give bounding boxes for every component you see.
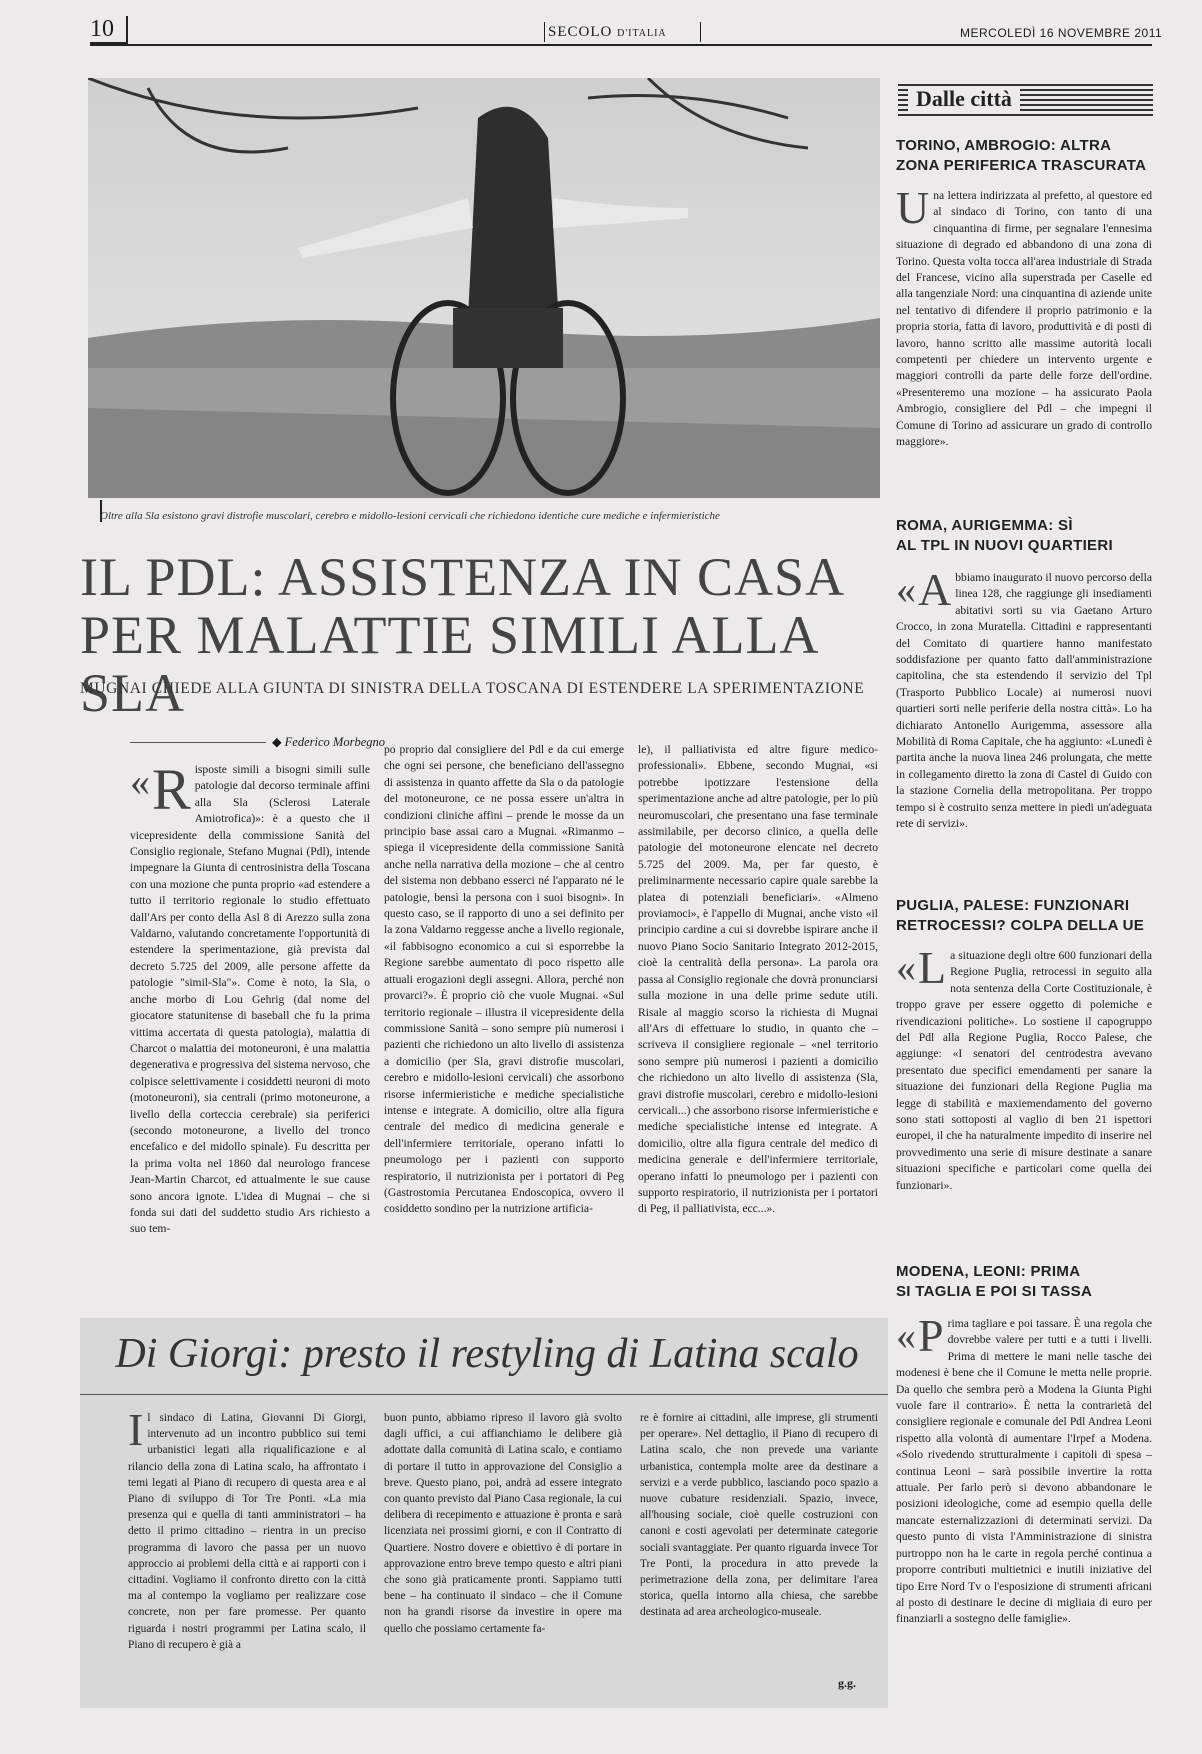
headline-line-1: IL PDL: ASSISTENZA IN CASA: [80, 547, 846, 607]
byline-author: ◆ Federico Morbegno: [266, 735, 385, 749]
header-rule: [90, 44, 1152, 46]
column-text: re è fornire ai cittadini, alle imprese, gli strumenti per operare». Nel dettaglio, il Piano di recupero di Latina scalo, che non prevede una variante urbanistica, contempla molte aree da destinare a servizi e a verde pubblico, lasciando poco spazio a nuove cubature residenziali. Spazio, invece, all'housing sociale, cioè quelle costruzioni con canoni e costi agevolati per determinate categorie sociali svantaggiate. Per quanto riguarda invece Tor Tre Ponti, la procedura in atto prevede la perimetrazione della zona, per delimitare l'area storica, quella intorno alla chiesa, che sarebbe destinata ad area archeologico-museale.: [640, 1412, 878, 1619]
masthead-divider-left: [544, 22, 545, 42]
masthead-divider-right: [700, 22, 701, 42]
column-text: po proprio dal consigliere del Pdl e da cui emerge che ogni sei persone, che beneficiano dell'assegno di assistenza in quanto affette da Sla o da patologie del motoneurone, ce ne possa essere un'altra in condizioni cliniche affini – prende le mosse da un principio base assai caro a Mugnai. «Rimanmo – spiega il vicepresidente della commissione Sanità anche nella narrativa della mozione – che al centro del sistema non debbano esserci né l'apparato né le patologie, bensì la persona con i suoi bisogni». In questo caso, se il rapporto di uno a sei definito per la zona Valdarno reggesse anche a livello regionale, «il fabbisogno economico a cui si esporrebbe la Regione sarebbe aumentato di poco rispetto alle attuali erogazioni degli assegni. Allora, perché non provarci?». È proprio ciò che vuole Mugnai. «Sul territorio regionale – illustra il vicepresidente della commissione Sanità – sono sempre più numerosi i pazienti che richiedono un alto livello di assistenza a domicilio (per Sla, gravi distrofie muscolari, cerebro e midollo-lesioni cervicali) che assorbono risorse infermieristiche e mediche specialistiche intense e integrate. A domicilio, oltre alla figura centrale del medico di medicina generale e dell'infermiere territoriale, operano infatti lo pneumologo per i pazienti con supporto respiratorio, il nutrizionista per i portatori di Peg (Gastrostomia Percutanea Endoscopica, ovvero il cosiddetto sondino per la nutrizione artificia-: [384, 743, 624, 1216]
headline-line-1: ROMA, AURIGEMMA: SÌ: [896, 517, 1073, 534]
headline-line-2: AL TPL IN NUOVI QUARTIERI: [896, 537, 1113, 554]
item-text: a situazione degli oltre 600 funzionari della Regione Puglia, retrocessi in seguito alla nota sentenza della Corte Costituzionale, è troppo grave per essere oggetto di polemiche e rivendicazioni politiche». Lo sostiene il capogruppo del Pdl alla Regione Puglia, Rocco Palese, che aggiunge: «I senatori del centrodestra avevano presentato due specifici emendamenti per sanare la situazione dei funzionari della Regione Puglia ma legge di stabilità e maxiemendamento del governo sono stati sottoposti al vaglio di ben 21 ispettori europei, il che ha naturalmente impedito di inserire nel provvedimento una serie di misure destinate a sanare situazioni specifiche e particolari come quella dei funzionari».: [896, 949, 1152, 1192]
sidebar-item-headline: [896, 1262, 1152, 1302]
headline-line-1: MODENA, LEONI: PRIMA: [896, 1263, 1081, 1280]
drop-cap: A: [918, 564, 952, 615]
sidebar-item-text: [896, 182, 1152, 451]
sidebar-item-headline: [896, 136, 1152, 176]
box-article-title: Di Giorgi: presto il restyling di Latina scalo: [115, 1331, 859, 1377]
sidebar-item-text: [896, 942, 1152, 1194]
main-article-column-2: [384, 742, 624, 1218]
headline-line-2: SI TAGLIA E POI SI TASSA: [896, 1283, 1093, 1300]
box-article-column-2: [384, 1410, 622, 1637]
item-text: bbiamo inaugurato il nuovo percorso della linea 128, che raggiunge gli insediamenti abitativi sorti su via Gaetano Arturo Crocco, in zona Muratella. Cittadini e rappresentanti del Comitato di quartiere hanno manifestato soddisfazione per quanto fatto dall'amministrazione capitolina, che sta estendendo il servizio del Tpl (Trasporto Pubblico Locale) ai numerosi nuovi quartieri sorti nelle periferie della nostra città». Lo ha dichiarato Antonello Aurigemma, assessore alla Mobilità di Roma Capitale, che ha aggiunto: «Lunedì è partita anche la nuova linea 246 prolungata, che mette in collegamento diretto la zona di Castel di Guido con la stazione Cornelia della metropolitana. Per troppo tempo si è costruito senza mettere in piedi un'adeguata rete di servizi».: [896, 571, 1152, 831]
column-text: isposte simili a bisogni simili sulle patologie dal decorso terminale affini alla Sla (Sclerosi Laterale Amiotrofica)»: è a questo che il vicepresidente della commissione Sanità del Consiglio regionale, Stefano Mugnai (Pdl), intende impegnare la Giunta di centrosinistra della Toscana con una mozione che punta proprio «ad estendere a tutto il territorio regionale lo studio effettuato dall'Ars per conto della Asl 8 di Arezzo sulla zona Valdarno, valutando concretamente l'opportunità di estendere la sperimentazione, già prevista dal decreto 5.725 del 2009, alle persone affette da patologie "simil-Sla"». Come è noto, la Sla, o anche morbo di Lou Gehrig (dal nome del giocatore statunitense di baseball che fu la prima vittima accertata di questa patologia), malattia di Charcot o malattia dei motoneuroni, è una malattia degenerativa e progressiva del sistema nervoso, che colpisce selettivamente i cosiddetti neuroni di moto (motoneuroni), sia centrali (primo motoneurone, a livello della corteccia cerebrale) sia periferici (secondo motoneurone, a livello del tronco encefalico e del midollo spinale). Fu descritta per la prima volta nel 1860 dal neurologo francese Jean-Martin Charcot, ed attualmente le sue cause sono ancora ignote. L'idea di Mugnai – che si fonda sui dati del suddetto studio Ars richiesto a suo tem-: [130, 763, 370, 1236]
headline-line-1: TORINO, AMBROGIO: ALTRA: [896, 137, 1112, 154]
item-text: rima tagliare e poi tassare. È una regola che dovrebbe valere per tutti e a tutti i livelli. Prima di mettere le mani nelle tasche dei modenesi è bene che il Comune le metta nelle proprie. Da quello che sembra però a Modena la Giunta Pighi vuole fare il contrario». È netta la contrarietà del consigliere regionale e comunale del Pdl Andrea Leoni rispetto alla volontà di aumentare l'Irpef a Modena. «Solo rivedendo strutturalmente i capitoli di spesa – continua Leoni – sarà possibile invertire la rotta attuale. Per farlo però si devono abbandonare le posizioni ideologiche, come ad esempio quella delle mancate esternalizzazioni di determinati servizi. Da questo punto di vista l'Amministrazione di sinistra purtroppo non ha le carte in regola perché continua a proporre contributi multietnici e inutili iniziative del tipo Erre Nord Tv o l'esposizione di strumenti africani al posto di destinare le decine di migliaia di euro per finanziarli a sostegno delle famiglie».: [896, 1317, 1152, 1626]
column-text: buon punto, abbiamo ripreso il lavoro già svolto dagli uffici, a cui affianchiamo le delibere già adottate dalla comunità di Latina scalo, e contiamo di portare il tutto in approvazione del Consiglio a breve. Questo piano, poi, andrà ad essere integrato con quanto previsto dal Piano Casa regionale, la cui delibera di recepimento e attuazione è pronta e sarà licenziata nei prossimi giorni, e con il Contratto di Quartiere. Nostro dovere e obiettivo è di portare in approvazione entro breve tempo questo e altri piani che sono già praticamente pronti. Sappiamo tutti bene – ha continuato il sindaco – che il Comune non ha grandi risorse da investire in opere ma quello che possiamo certamente fa-: [384, 1412, 622, 1635]
open-quote-glyph: «: [130, 759, 150, 804]
drop-cap: P: [918, 1310, 944, 1361]
sidebar-item-headline: [896, 896, 1152, 936]
wheelchair-photo-illustration: [88, 78, 880, 498]
box-title-rule: [80, 1394, 888, 1395]
sidebar-section-header: [898, 84, 1153, 118]
drop-cap: U: [896, 182, 930, 233]
open-quote-glyph: «: [896, 1313, 916, 1358]
item-text: na lettera indirizzata al prefetto, al questore ed al sindaco di Torino, con tanto di una cinquantina di firme, per segnalare l'ennesima situazione di degrado ed abbandono di una zona di Torino. Questa volta tocca all'area industriale di Strada del Francese, vicino alla superstrada per Caselle ed alla tangenziale Nord: una cinquantina di aziende unite nel tentativo di difendere il proprio patrimonio e la propria storia, fatta di lavoro, produttività e di posti di lavoro, hanno scritto alle massime autorità locali competenti per chiedere un intervento urgente e maggiori controlli da parte delle forze dell'ordine. «Presenteremo una mozione – ha assicurato Paola Ambrogio, consigliere del Pdl – che impegni il Comune di Torino ad assicurare un grado di controllo maggiore».: [896, 189, 1152, 449]
article-photo: [88, 78, 880, 498]
column-text: le), il palliativista ed altre figure medico-professionali». Ebbene, secondo Mugnai, «si potrebbe ipotizzare l'estensione della sperimentazione anche ad altre patologie, per lo più neuromuscolari, che presentano una fase terminale assimilabile, per decorso clinico, a quella delle patologie del motoneurone elencate nel decreto 5.725 del 2009. Ma, per far questo, è preliminarmente necessario capire quale sarebbe la platea di potenziali beneficiari». «Almeno proviamoci», è l'appello di Mugnai, anche visto «il principio cardine a cui si dovrebbe ispirare anche il nuovo Piano Socio Sanitario Integrato 2012-2015, cioè la centralità della persona». La parola ora passa al Consiglio regionale che dovrà pronunciarsi sulla mozione in una delle prime sedute utili. Risale al maggio scorso la richiesta di Mugnai all'Ars di effettuare lo studio, in quanto che – scriveva il consigliere regionale – «nel territorio sono sempre più numerosi i pazienti a domicilio che richiedono un alto livello di assistenza (Sla, gravi distrofie muscolari, cerebro e midollo-lesioni cervicali...) che assorbono risorse infermieristiche e mediche specialistiche intense ed integrate. A domicilio, oltre alla figura centrale del medico di medicina generale e dell'infermiere territoriale, operano infatti lo pneumologo per i pazienti con supporto respiratorio, il nutrizionista per i portatori di Peg, il palliativista, ecc...».: [638, 743, 878, 1216]
photo-caption: Oltre alla Sla esistono gravi distrofie muscolari, cerebro e midollo-lesioni cervicali che richiedono identiche cure mediche e infermieristiche: [100, 510, 720, 522]
headline-line-2: ZONA PERIFERICA TRASCURATA: [896, 157, 1147, 174]
headline-line-1: PUGLIA, PALESE: FUNZIONARI: [896, 897, 1130, 914]
sidebar-section-title: Dalle città: [908, 86, 1020, 112]
box-article-column-3: [640, 1410, 878, 1621]
subheadline: MUGNAI CHIEDE ALLA GIUNTA DI SINISTRA DELLA TOSCANA DI ESTENDERE LA SPERIMENTAZIONE: [80, 680, 865, 697]
main-article-column-3: [638, 742, 878, 1218]
main-article-column-1: [130, 757, 370, 1238]
headline-line-2: PER MALATTIE SIMILI ALLA SLA: [80, 605, 817, 723]
masthead: [548, 24, 667, 41]
sidebar-item-text: [896, 1310, 1152, 1628]
drop-cap: R: [152, 757, 191, 822]
sidebar-item-text: [896, 564, 1152, 833]
open-quote-glyph: «: [896, 567, 916, 612]
page-number: 10: [90, 16, 128, 44]
masthead-main: SECOLO: [548, 24, 613, 40]
issue-date: MERCOLEDÌ 16 NOVEMBRE 2011: [960, 26, 1163, 40]
box-article-column-1: [128, 1404, 366, 1653]
drop-cap: L: [918, 942, 947, 993]
box-article-signature: g.g.: [838, 1676, 856, 1690]
column-text: l sindaco di Latina, Giovanni Di Giorgi, intervenuto ad un incontro pubblico sui temi urbanistici legati alla riqualificazione e al rilancio della zona di Latina scalo, ha affrontato i temi legati al Piano di recupero di questa area e al Piano di sviluppo di Tor Tre Ponti. «La mia presenza qui e quella di tanti amministratori – ha detto il primo cittadino – rientra in un preciso programma di lavoro che passa per un nuovo approccio ai problemi della città e ai rapporti con i cittadini. Vogliamo il confronto diretto con la città ma al contempo la vogliamo per realizzare cose concrete, non per fare promesse. Per quanto riguarda i nostri programmi per Latina scalo, il Piano di recupero è già a: [128, 1412, 366, 1651]
headline-line-2: RETROCESSI? COLPA DELLA UE: [896, 917, 1145, 934]
open-quote-glyph: «: [896, 945, 916, 990]
sidebar-item-headline: [896, 516, 1152, 556]
drop-cap: I: [128, 1404, 144, 1455]
masthead-small: D'ITALIA: [617, 28, 667, 39]
